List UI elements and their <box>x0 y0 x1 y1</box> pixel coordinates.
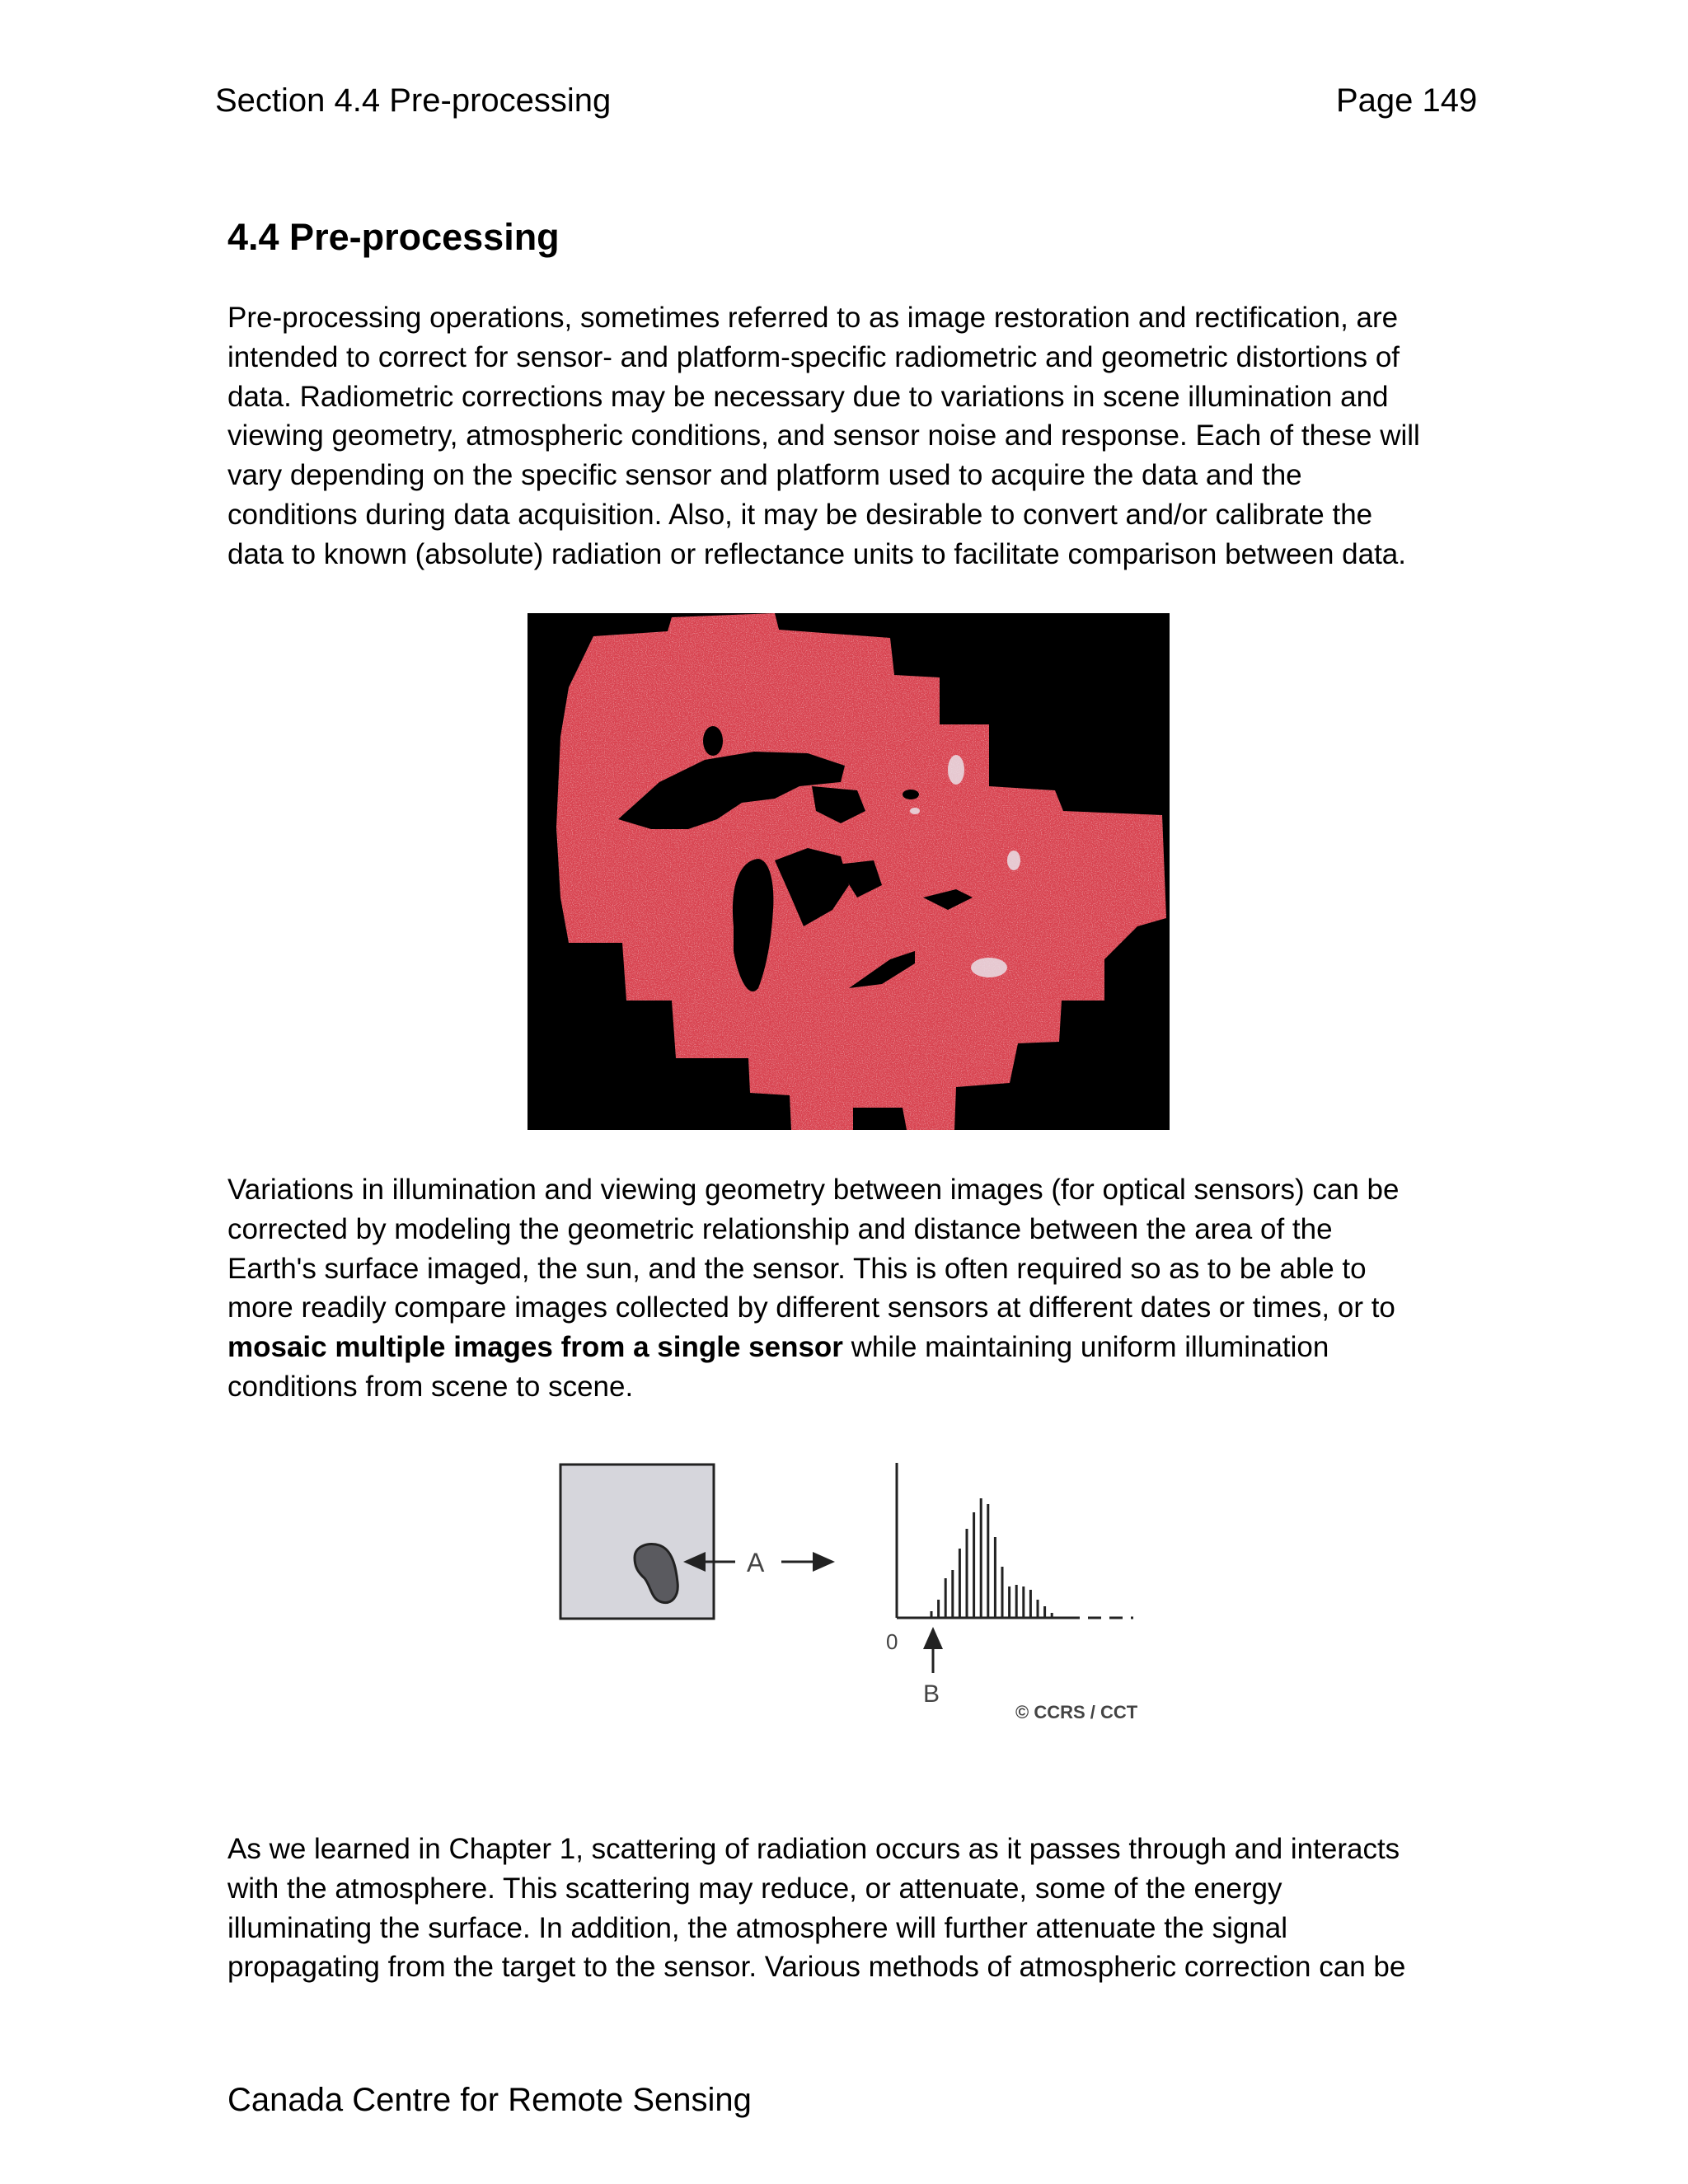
bold-phrase: mosaic multiple images from a single sensor <box>227 1331 843 1364</box>
text-line: vary depending on the specific sensor and platform used to acquire the data and the <box>227 459 1302 492</box>
running-header-section: Section 4.4 Pre-processing <box>215 82 612 119</box>
text-line <box>227 1328 1497 1367</box>
text-line: data. Radiometric corrections may be necessary due to variations in scene illumination and <box>227 380 1389 413</box>
satellite-mosaic-image <box>528 613 1170 1130</box>
text-line: more readily compare images collected by different sensors at different dates or times, or to <box>227 1291 1395 1324</box>
text-line: Earth's surface imaged, the sun, and the sensor. This is often required so as to be able to <box>227 1252 1367 1285</box>
paragraph-illumination <box>227 1170 1497 1407</box>
footer-organization: Canada Centre for Remote Sensing <box>227 2082 752 2118</box>
copyright-credit: © CCRS / CCT <box>1015 1702 1138 1722</box>
text-run: while maintaining uniform illumination <box>842 1331 1329 1364</box>
text-line: conditions from scene to scene. <box>227 1370 634 1403</box>
text-line: conditions during data acquisition. Also, it may be desirable to convert and/or calibrate the <box>227 498 1373 531</box>
label-b: B <box>923 1680 940 1708</box>
text-line: Variations in illumination and viewing geometry between images (for optical sensors) can be <box>227 1174 1400 1206</box>
text-line: viewing geometry, atmospheric conditions, and sensor noise and response. Each of these will <box>227 419 1420 452</box>
text-line: corrected by modeling the geometric relationship and distance between the area of the <box>227 1212 1333 1245</box>
text-line: intended to correct for sensor- and platform-specific radiometric and geometric distortions of <box>227 340 1400 373</box>
text-line: with the atmosphere. This scattering may reduce, or attenuate, some of the energy <box>227 1872 1282 1905</box>
histogram-bars <box>931 1498 1052 1618</box>
histogram-diagram <box>544 1422 1154 1735</box>
text-line: Pre-processing operations, sometimes referred to as image restoration and rectification, are <box>227 302 1399 334</box>
small-lake <box>903 790 919 799</box>
running-header-page-number: Page 149 <box>1336 82 1478 119</box>
text-line: As we learned in Chapter 1, scattering of radiation occurs as it passes through and interacts <box>227 1833 1400 1865</box>
section-heading: 4.4 Pre-processing <box>227 216 560 258</box>
image-frame <box>560 1465 714 1619</box>
paragraph-intro <box>227 298 1497 574</box>
label-a: A <box>747 1548 765 1577</box>
text-line: data to known (absolute) radiation or reflectance units to facilitate comparison between data. <box>227 537 1406 570</box>
small-lake <box>703 726 723 756</box>
label-zero: 0 <box>886 1629 898 1654</box>
text-line: illuminating the surface. In addition, the atmosphere will further attenuate the signal <box>227 1911 1288 1944</box>
paragraph-atmosphere <box>227 1830 1497 1987</box>
text-line: propagating from the target to the sensor. Various methods of atmospheric correction can be <box>227 1951 1406 1984</box>
